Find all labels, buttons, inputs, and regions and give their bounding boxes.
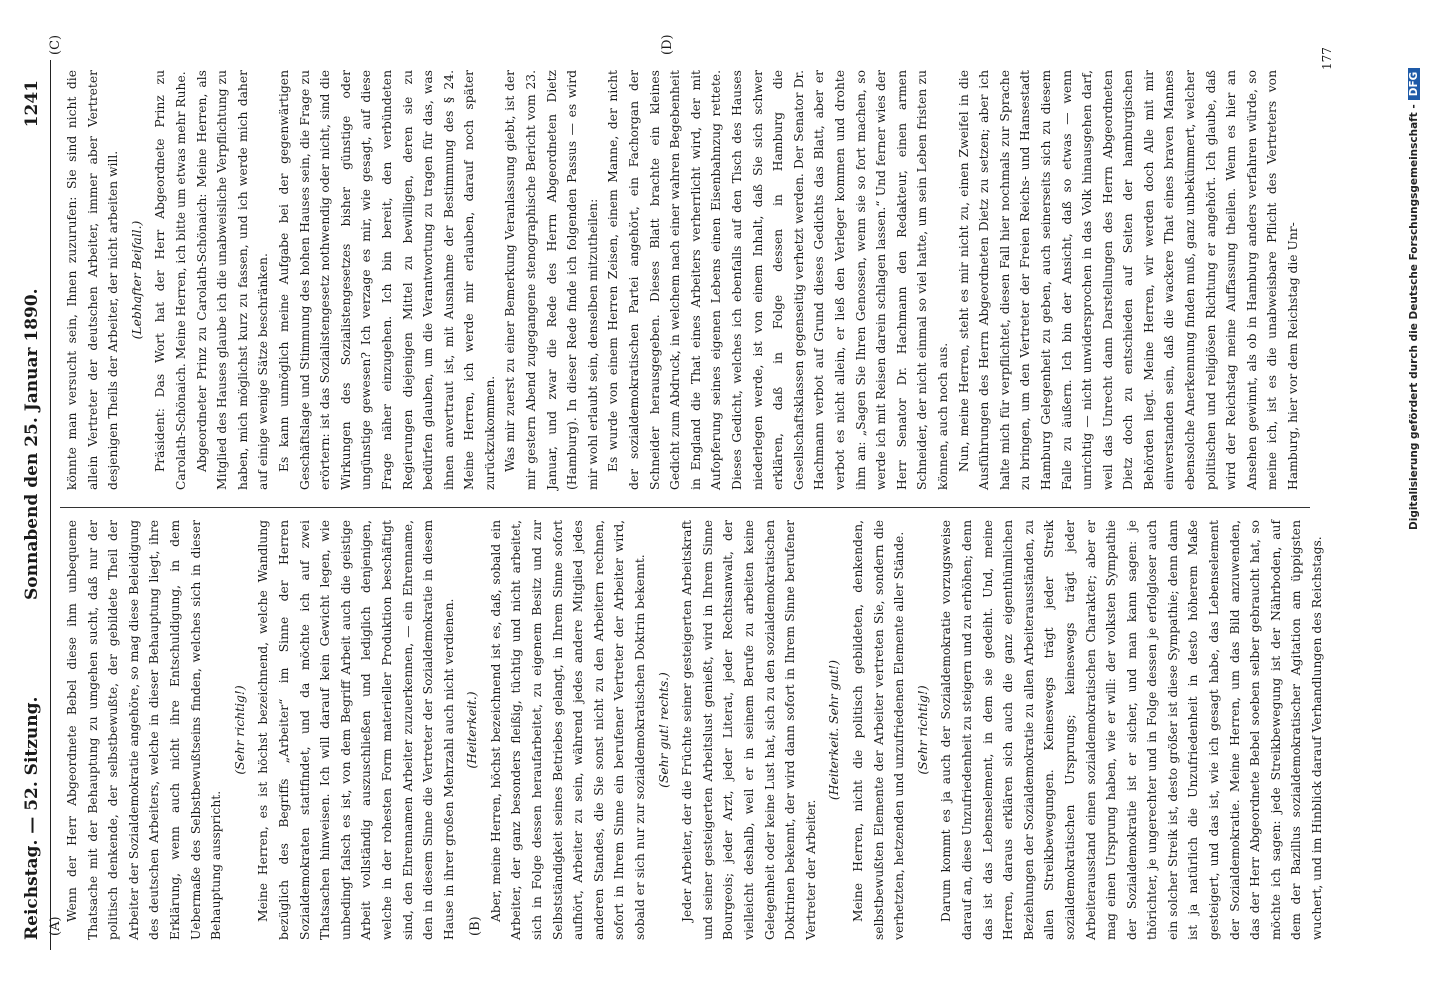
reaction: (Sehr richtig!)	[915, 685, 930, 775]
paragraph: Abgeordneter Prinz zu Carolath-Schönaich: Meine Herren, als Mitglied des Hauses glaube ich die unabweisliche Verpflichtung zu haben, mich möglichst kurz zu fassen, und ich werde mich daher auf einige wenige Sätze beschränken.	[194, 70, 271, 490]
paragraph: Präsident: Das Wort hat der Herr Abgeordnete Prinz zu Carolath-Schönaich. Meine Herren, ich bitte um etwas mehr Ruhe.	[153, 70, 188, 490]
reaction: (Lebhafter Beifall.)	[129, 220, 144, 340]
reaction: (Sehr gut! rechts.)	[656, 672, 671, 788]
paragraph: könnte man versucht sein, Ihnen zuzurufen: Sie sind nicht die allein Vertreter der deutschen Arbeiter, immer aber Vertreter desjenigen Theils der Arbeiter, der nicht arbeiten will.	[65, 70, 121, 490]
margin-mark-d: (D)	[660, 34, 675, 55]
page-number: 1241	[22, 80, 42, 128]
digitization-note	[1408, 0, 1420, 530]
header-rule	[50, 60, 51, 950]
paragraph: Was mir zuerst zu einer Bemerkung Veranlassung giebt, ist der mir gestern Abend zugegangene stenographische Bericht vom 23. Januar, und zwar die Rede des Herrn Abgeordneten Dietz (Hamburg). In dieser Rede finde ich folgenden Passus — es wird mir wohl erlaubt sein, denselben mitzutheilen:	[503, 70, 600, 490]
margin-mark-c: (C)	[48, 34, 63, 55]
paragraph: Darum kommt es ja auch der Sozialdemokratie vorzugsweise darauf an, diese Unzufriedenheit zu steigern und zu erhöhen; denn das ist das Lebenselement, in dem sie gedeiht. Und, meine Herren, daraus erklären sich auch die ganz eigenthümlichen Beziehungen der Sozialdemokratie zu allen Arbeiterausständen, zu allen Streikbewegungen. Keineswegs trägt jeder Streik sozialdemokratischen Ursprungs; keineswegs trägt jeder Arbeiterausstand einen sozialdemokratischen Charakter; aber er mag einen Ursprung haben, wie er will: der volksten Sympathie der Sozialdemokratie ist er sicher, und man kann sagen: je thörichter, je ungerechter und in Folge dessen je erfolgloser auch ein solcher Streik ist, desto größer ist diese Sympathie; denn dann ist ja natürlich die Unzufriedenheit in desto höherem Maße gesteigert, und das ist, wie ich gesagt habe, das Lebenselement der Sozialdemokratie. Meine Herren, um das Bild anzuwenden, das der Herr Abgeordnete Bebel soeben selber gebraucht hat, so möchte ich sagen: jede Streikbewegung ist der Nährboden, auf dem der Bazillus sozialdemokratischer Agitation am üppigsten wuchert, und im Hinblick darauf Verhandlungen des Reichstags.	[939, 519, 1325, 940]
left-column	[62, 519, 1325, 940]
margin-mark-b: (B)	[468, 916, 483, 936]
dfg-badge: DFG	[1408, 68, 1420, 101]
reaction: (Heiterkeit. Sehr gut!)	[827, 659, 842, 801]
paragraph: Wenn der Herr Abgeordnete Bebel diese ihm unbequeme Thatsache mit der Behauptung zu umgehen sucht, daß nur der politisch denkende, der selbstbewußte, der gebildete Theil der Arbeiter der Sozialdemokratie angehöre, so mag diese Beleidigung des deutschen Arbeiters, welche in dieser Behauptung liegt, ihre Erklärung, wenn auch nicht ihre Entschuldigung, in dem Uebermaße des Selbstbewußtseins finden, welches sich in dieser Behauptung ausspricht.	[65, 520, 224, 940]
paragraph: Jeder Arbeiter, der die Früchte seiner gesteigerten Arbeitskraft und seiner gesteigerten Arbeitslust genießt, wird in Ihrem Sinne Bourgeois; jeder Arzt, jeder Literat, jeder Rechtsanwalt, der vielleicht deshalb, weil er in seinem Berufe zu arbeiten keine Gelegenheit oder keine Lust hat, sich zu den sozialdemokratischen Doktrinen bekennt, der wird dann sofort in Ihrem Sinne berufener Vertreter der Arbeiter.	[680, 520, 818, 940]
reaction: (Sehr richtig!)	[232, 685, 247, 775]
paragraph: Meine Herren, es ist höchst bezeichnend, welche Wandlung bezüglich des Begriffs „Arbeiter“ im Sinne der Herren Sozialdemokraten stattfindet, und da möchte ich auf zwei Thatsachen hinweisen. Ich will darauf kein Gewicht legen, wie unbedingt falsch es ist, von dem Begriff Arbeit auch die geistige Arbeit vollständig auszuschließen und lediglich denjenigen, welche in der rohesten Form materieller Produktion beschäftigt sind, den Ehrennamen Arbeiter zuzuerkennen, — ein Ehrenname, den in diesem Sinne die Vertreter der Sozialdemokratie in diesem Hause in ihrer großen Mehrzahl auch nicht verdienen.	[256, 520, 456, 940]
signature-mark: 177	[1320, 47, 1334, 70]
right-column	[62, 70, 1302, 490]
paragraph: Aber, meine Herren, höchst bezeichnend ist es, daß, sobald ein Arbeiter, der ganz besonders fleißig, tüchtig und nicht arbeitet, sich in Folge dessen heraufarbeitet, zu eigenem Besitz und zur Selbstständigkeit seines Betriebes gelangt, in Ihrem Sinne sofort aufhört, Arbeiter zu sein, während jedes andere Mitglied jedes anderen Standes, die Sie sonst nicht zu den Arbeitern rechnen, sofort in Ihrem Sinne ein berufener Vertreter der Arbeiter wird, sobald er sich nur zur sozialdemokratischen Doktrin bekennt.	[488, 520, 648, 940]
header-session: Reichstag. — 52. Sitzung.	[22, 696, 42, 940]
digitization-text: Digitalisierung gefördert durch die Deutsche Forschungsgemeinschaft -	[1408, 104, 1420, 530]
margin-mark-a: (A)	[48, 916, 63, 936]
reaction: (Heiterkeit.)	[465, 691, 480, 769]
paragraph: Meine Herren, nicht die politisch gebildeten, denkenden, selbstbewußten Elemente der Arbeiter vertreten Sie, sondern die verhetzten, hetzenden und unzufriedenen Elemente aller Stände.	[850, 520, 907, 940]
paragraph: Es kann unmöglich meine Aufgabe bei der gegenwärtigen Geschäftslage und Stimmung des hohen Hauses sein, die Frage zu erörtern: ist das Sozialistengesetz nothwendig oder nicht, sind die Wirkungen des Sozialistengesetzes bisher günstige oder ungünstige gewesen? Ich verzage es mir, wie gesagt, auf diese Frage näher einzugehen. Ich bin bereit, den verbündeten Regierungen diejenigen Mittel zu bewilligen, deren sie zu bedürfen glauben, um die Verantwortung zu tragen für das, was ihnen anvertraut ist, mit Ausnahme der Bestimmung des § 24. Meine Herren, ich werde mir erlauben, darauf noch später zurückzukommen.	[276, 70, 497, 490]
page-header	[20, 40, 48, 940]
paragraph: Nun, meine Herren, steht es mir nicht zu, einen Zweifel in die Ausführungen des Herrn Abgeordneten Dietz zu setzen; aber ich halte mich für verpflichtet, diesen Fall hier nochmals zur Sprache zu bringen, um den Vertreter der Freien Reichs- und Hansestadt Hamburg Gelegenheit zu geben, auch seinerseits sich zu diesem Falle zu äußern. Ich bin der Ansicht, daß so etwas — wenn unrichtig — nicht unwidersprochen in das Volk hinausgehen darf, weil das Unrecht dann Darstellungen des Herrn Abgeordneten Dietz doch zu entschieden auf Seiten der hamburgischen Behörden liegt. Meine Herren, wir werden doch Alle mit mir einverstanden sein, daß die wackere That eines braven Mannes ebensolche Anerkennung finden muß, ganz unbekümmert, welcher politischen und religiösen Richtung er angehört. Ich glaube, daß wird der Reichstag meine Auffassung theilen. Wenn es hier an Ansehen gewinnt, als ob in Hamburg anders verfahren würde, so meine ich, ist es die unabweisbare Pflicht des Vertreters von Hamburg, hier vor dem Reichstag die Unr-	[956, 70, 1301, 490]
column-divider	[60, 507, 1310, 508]
quoted-passage: Es wurde von einem Herren Zeisen, einem Manne, der nicht der sozialdemokratischen Partei angehört, ein Fachorgan der Schneider herausgegeben. Dieses Blatt brachte ein kleines Gedicht zum Abdruck, in welchem nach einer wahren Begebenheit in England die That eines Arbeiters verherrlicht wird, der mit Aufopferung seines eigenen Lebens einen Eisenbahnzug rettete. Dieses Gedicht, welches ich ebenfalls auf den Tisch des Hauses niederlegen werde, ist von einem Inhalt, daß Sie sich schwer erklären, daß in Folge dessen in Hamburg die Gesellschaftsklassen gegenseitig verhetzt werden. Der Senator Dr. Hachmann verbot auf Grund dieses Gedichts das Blatt, aber er verbot es nicht allein, er ließ den Verleger kommen und drohte ihm an: „Sagen Sie Ihren Genossen, wenn sie so fort machen, so werde ich mit Reisen darein schlagen lassen.“ Und ferner wies der Herr Senator Dr. Hachmann den Redakteur, einen armen Schneider, der nicht einmal so viel hatte, um sein Leben fristen zu können, auch noch aus.	[606, 70, 950, 490]
header-date: Sonnabend den 25. Januar 1890.	[22, 288, 42, 600]
